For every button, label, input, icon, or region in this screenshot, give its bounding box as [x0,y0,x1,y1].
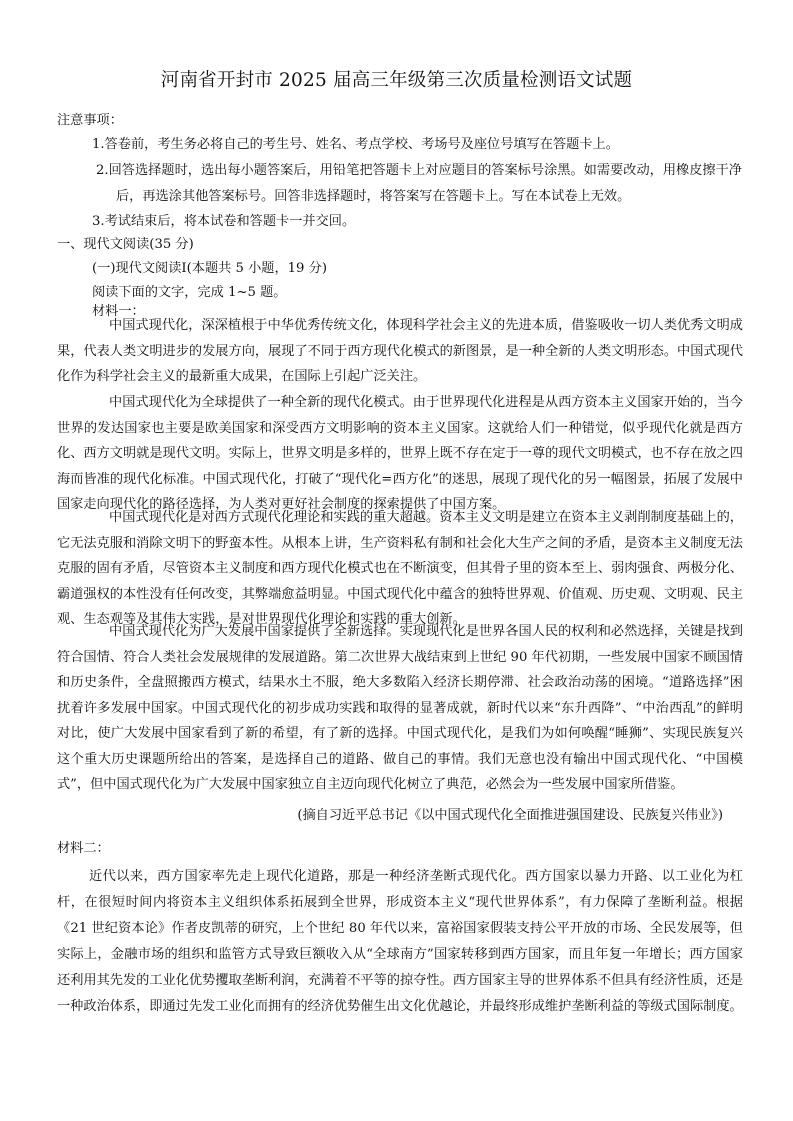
material1-paragraph: 中国式现代化是对西方式现代化理论和实践的重大超越。资本主义文明是建立在资本主义剥削制度基础上的，它无法克服和消除文明下的野蛮本性。从根本上讲，生产资料私有制和社会化大生产之间的矛盾，是资本主义制度无法克服的固有矛盾，尽管资本主义制度和西方现代化模式也在不断演变，但其骨子里的资本至上、弱肉强食、两极分化、霸道强权的本性没有任何改变，其弊端愈益明显。中国式现代化中蕴含的独特世界观、价值观、历史观、文明观、民主观、生态观等及其伟大实践，是对世界现代化理论和实践的重大创新。 [57,510,743,627]
material1-paragraph: 中国式现代化为广大发展中国家提供了全新选择。实现现代化是世界各国人民的权利和必然选择，关键是找到符合国情、符合人类社会发展规律的发展道路。第二次世界大战结束到上世纪 90 年代初期，一些发展中国家不顾国情和历史条件，全盘照搬西方模式，结果水土不服，绝大多数陷入经济长期停滞、社会政治动荡的困境。“道路选择”困扰着许多发展中国家。中国式现代化的初步成功实践和取得的显著成就，新时代以来“东升西降”、“中治西乱”的鲜明对比，使广大发展中国家看到了新的希望，有了新的选择。中国式现代化，是我们为如何唤醒“睡狮”、实现民族复兴这个重大历史课题所给出的答案，是选择自己的道路、做自己的事情。我们无意也没有输出中国式现代化、“中国模式”，但中国式现代化为广大发展中国家独立自主迈向现代化树立了典范，必然会为一些发展中国家所借鉴。 [57,624,743,792]
material1-paragraph: 中国式现代化为全球提供了一种全新的现代化模式。由于世界现代化进程是从西方资本主义国家开始的，当今世界的发达国家也主要是欧美国家和深受西方文明影响的资本主义国家。这就给人们一种错觉，似乎现代化就是西方化、西方文明就是现代文明。实际上，世界文明是多样的，世界上既不存在定于一尊的现代文明模式，也不存在放之四海而皆准的现代化标准。中国式现代化，打破了“现代化=西方化”的迷思，展现了现代化的另一幅图景，拓展了发展中国家走向现代化的路径选择，为人类对更好社会制度的探索提供了中国方案。 [57,395,743,512]
material2-label: 材料二： [57,841,110,856]
exam-title: 河南省开封市 2025 届高三年级第三次质量检测语文试题 [160,70,633,91]
material1-paragraph: 中国式现代化，深深植根于中华优秀传统文化，体现科学社会主义的先进本质，借鉴吸收一切人类优秀文明成果，代表人类文明进步的发展方向，展现了不同于西方现代化模式的新图景，是一种全新的人类文明形态。中国式现代化作为科学社会主义的最新重大成果，在国际上引起广泛关注。 [57,318,743,384]
sub-section-heading: (一)现代文阅读Ⅰ(本题共 5 小题，19 分) [92,261,327,276]
notice-item-2 [96,158,742,210]
notice-heading: 注意事项： [57,113,123,128]
notice-item-2-text: 2.回答选择题时，选出每小题答案后，用铅笔把答题卡上对应题目的答案标号涂黑。如需要改动，用橡皮擦干净后，再选涂其他答案标号。回答非选择题时，将答案写在答题卡上。写在本试卷上无效。 [96,163,742,204]
material1-label: 材料一： [92,304,145,319]
material1-source: (摘自习近平总书记《以中国式现代化全面推进强国建设、民族复兴伟业》) [297,808,723,823]
reading-instruction: 阅读下面的文字，完成 1~5 题。 [92,285,287,300]
section-heading: 一、现代文阅读(35 分) [57,237,194,252]
material2-paragraph: 近代以来，西方国家率先走上现代化道路，那是一种经济垄断式现代化。西方国家以暴力开路、以工业化为杠杆，在很短时间内将资本主义组织体系拓展到全世界，形成资本主义“现代世界体系”，有力保障了垄断利益。根据《21 世纪资本论》作者皮凯蒂的研究，上个世纪 80 年代以来，富裕国家假装支持公平开放的市场、全民发展等，但实际上，金融市场的组织和监管方式导致巨额收入从“全球南方”国家转移到西方国家，而且年复一年增长；西方国家还利用其先发的工业化优势攫取垄断利润，充满着不平等的掠夺性。西方国家主导的世界体系不但具有经济性质，还是一种政治体系，即通过先发工业化而拥有的经济优势催生出文化优越论，并最终形成维护垄断利益的等级式国际制度。 [57,869,743,1014]
notice-item-1: 1.答卷前，考生务必将自己的考生号、姓名、考点学校、考场号及座位号填写在答题卡上。 [92,137,619,152]
notice-item-3: 3.考试结束后，将本试卷和答题卡一并交回。 [92,214,356,229]
